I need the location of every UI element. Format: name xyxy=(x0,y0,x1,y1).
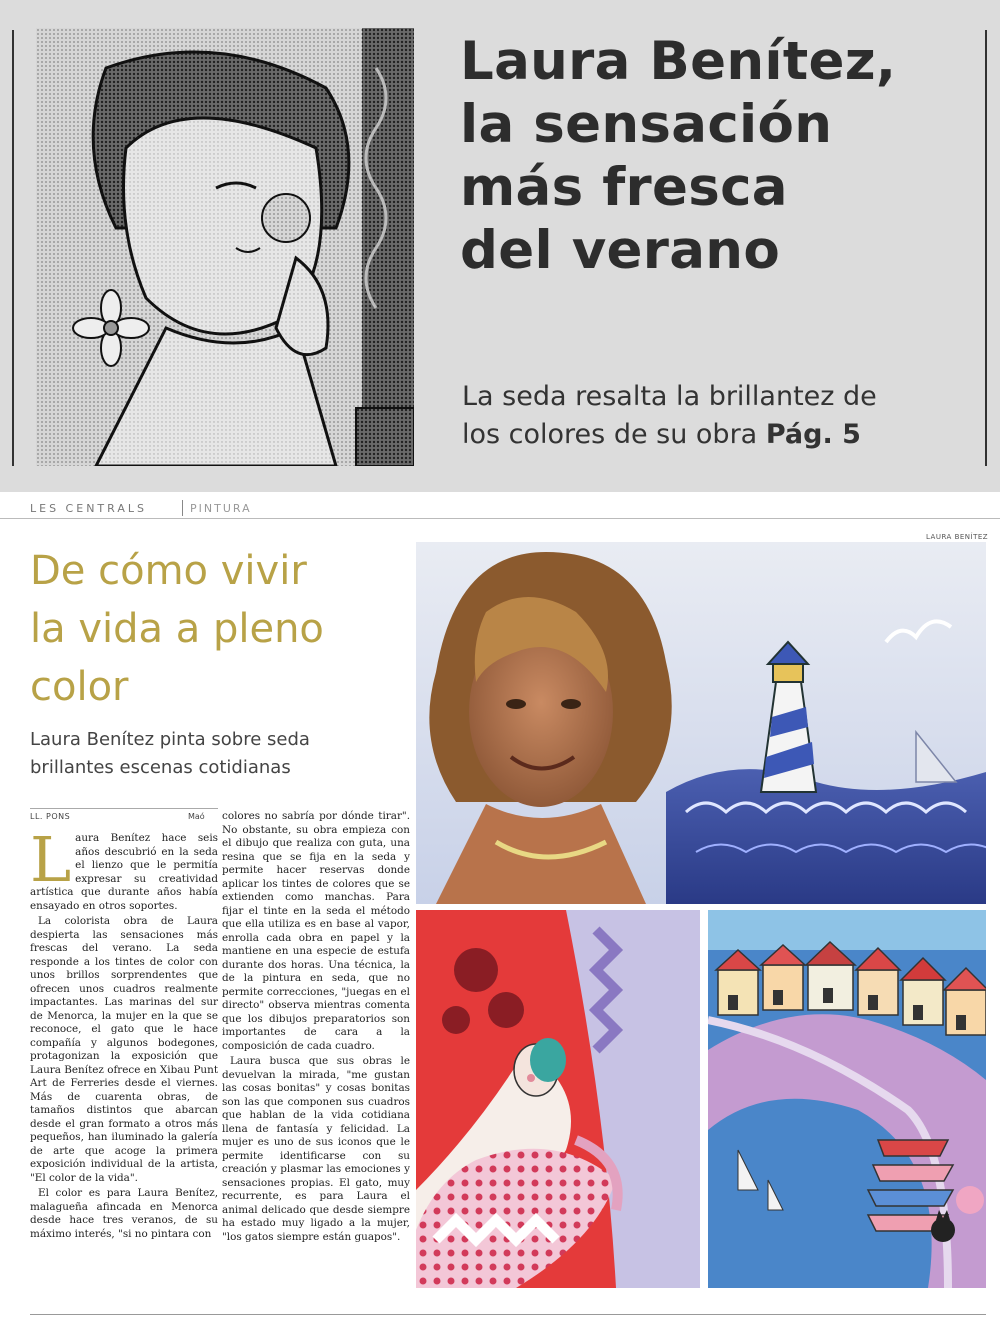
paragraph: La colorista obra de Laura despierta las sensaciones más frescas del verano. La seda responde a los tintes de color con unos brillos sorprendentes que ofrecen unos cuadros realmente impactantes. Las marinas del sur de Menorca, la mujer en la que se reconoce, el gato que le hace compañía y algunos bodegones, protagonizan la exposición que Laura Benítez ofrece en Xibau Punt Art de Ferreries desde el viernes. Más de cuarenta obras, de tamaños distintos que abarcan desde el gran formato a otros más pequeños, han iluminado la galería de arte que acoge la primera exposición individual de la artista, "El color de la vida". xyxy=(30,915,218,1184)
article-column-1 xyxy=(30,823,218,1243)
section-divider xyxy=(182,500,183,516)
subhead-line: los colores de su obra xyxy=(462,419,758,450)
subhead-line: brillantes escenas cotidianas xyxy=(30,757,291,778)
article-headline xyxy=(30,542,410,716)
artist-portrait-photo xyxy=(416,542,986,904)
section-label: LES CENTRALS xyxy=(30,502,147,515)
paragraph: colores no sabría por dónde tirar". No obstante, su obra empieza con el dibujo que realiza con guta, una resina que se fija en la seda y permite hacer reservas donde aplicar los tintes de colores que se extienden como manchas. Para fijar el tinte en la seda el método que ella utiliza es en base al vapor, enrolla cada obra en papel y la mantiene en una especie de estufa durante dos horas. Una técnica, la de la pintura en seda, que no permite correcciones, "juegas en el directo" observa mientras comenta que los dibujos preparatorios son importantes de cara a la composición de cada cuadro. xyxy=(222,810,410,1052)
paragraph: Laura busca que sus obras le devuelvan la mirada, "me gustan las cosas bonitas" y cosas bonitas son las que componen sus cuadros que hablan de la vida cotidiana llena de fantasía y felicidad. La mujer es uno de sus iconos que le permite identificarse con su creación y plasmar las emociones y sensaciones propias. El gato, muy recurrente, es para Laura el animal delicado que desde siempre ha estado muy ligado a la mujer, "los gatos siempre están guapos". xyxy=(222,1055,410,1243)
silk-painting-harbour xyxy=(708,910,986,1288)
subhead-line: Laura Benítez pinta sobre seda xyxy=(30,729,310,750)
silk-painting-woman xyxy=(416,910,700,1288)
column-rule xyxy=(12,30,14,466)
woman-illustration xyxy=(36,28,414,466)
headline-line: del verano xyxy=(460,220,781,281)
headline-line: la vida a pleno xyxy=(30,606,324,652)
front-page-clipping xyxy=(0,0,1000,492)
headline-line: color xyxy=(30,664,129,710)
article-page xyxy=(0,498,1000,1320)
section-sub-label: PINTURA xyxy=(190,502,252,515)
column-rule xyxy=(985,30,987,466)
byline: LL. PONS xyxy=(30,812,71,821)
paragraph: El color es para Laura Benítez, malagueña afincada en Menorca desde hace tres veranos, de su máximo interés, "si no pintara con xyxy=(30,1187,218,1240)
dateline: Maó xyxy=(188,812,205,821)
headline-line: la sensación xyxy=(460,94,833,155)
paragraph xyxy=(30,823,218,913)
headline-line: De cómo vivir xyxy=(30,548,307,594)
headline-line: Laura Benítez, xyxy=(460,31,897,92)
paragraph-text: aura Benítez hace seis años descubrió en la seda el lienzo que le permitía expresar su creatividad artística que durante años había ensayado en otros soportes. xyxy=(30,832,218,912)
clipping-headline xyxy=(460,30,980,282)
section-header xyxy=(0,498,1000,519)
photo-credit: LAURA BENÍTEZ xyxy=(926,533,989,541)
clipping-subhead xyxy=(462,378,982,454)
subhead-line: La seda resalta la brillantez de xyxy=(462,381,877,412)
article-column-2 xyxy=(222,810,410,1246)
article-subhead xyxy=(30,726,410,782)
page-reference: Pág. 5 xyxy=(765,419,861,450)
drop-cap: L xyxy=(30,823,72,896)
page-footer-rule xyxy=(30,1314,986,1315)
byline-divider xyxy=(30,808,218,809)
headline-line: más fresca xyxy=(460,157,788,218)
